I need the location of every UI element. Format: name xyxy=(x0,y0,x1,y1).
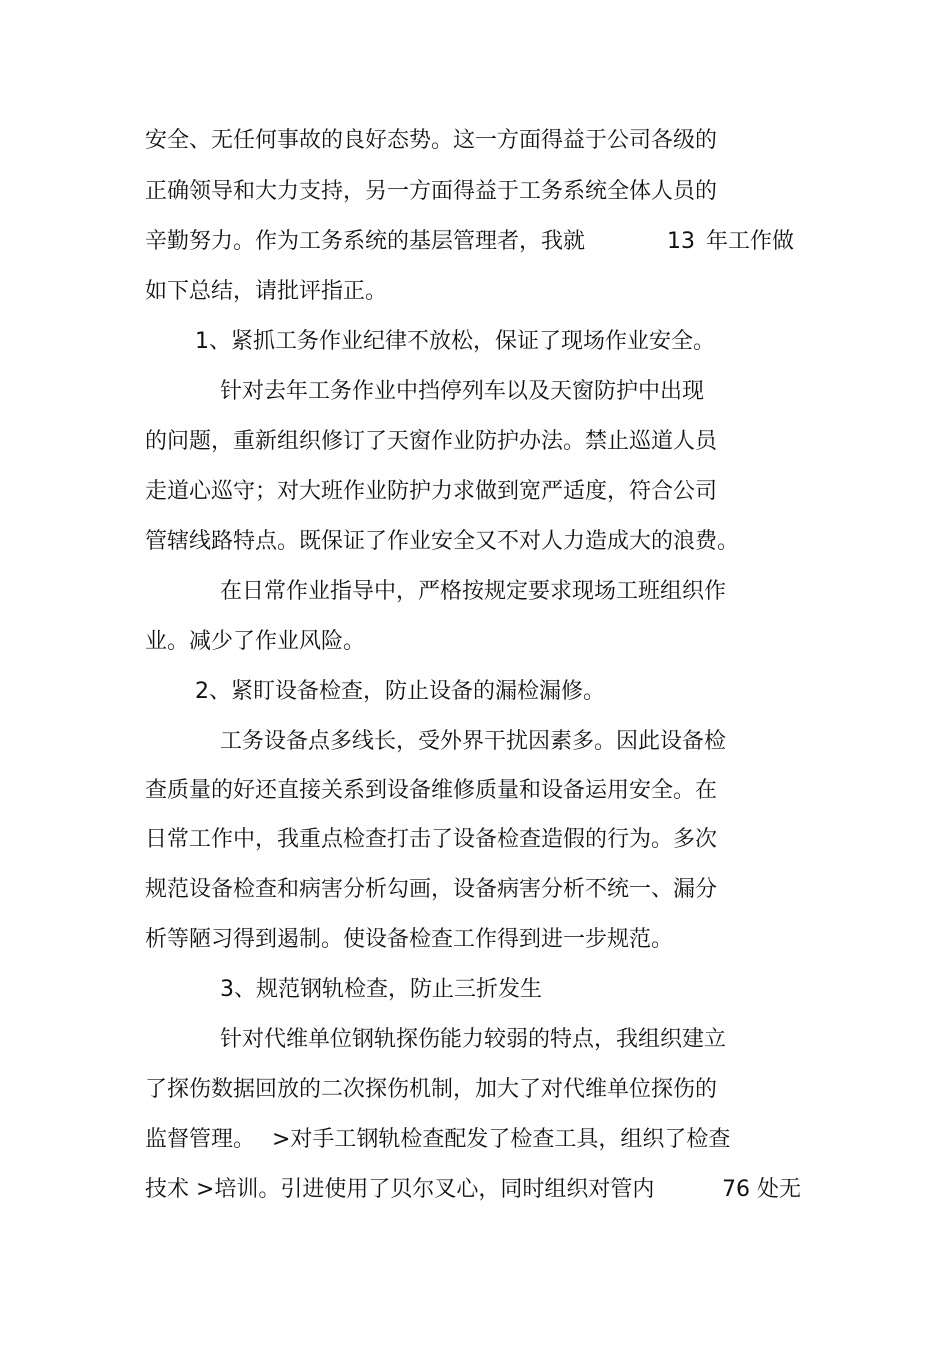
line-text: 如下总结，请批评指正。 xyxy=(145,279,388,304)
line-text: 辛勤努力。作为工务系统的基层管理者，我就 xyxy=(145,229,586,254)
text-line-17 xyxy=(0,920,950,960)
line-text: 在日常作业指导中，严格按规定要求现场工班组织作 xyxy=(220,579,727,604)
line-text: 年工作做 xyxy=(706,229,795,254)
line-text: 析等陋习得到遏制。使设备检查工作得到进一步规范。 xyxy=(145,927,674,952)
text-line-22 xyxy=(0,1170,950,1210)
line-text: 规范设备检查和病害分析勾画，设备病害分析不统一、漏分 xyxy=(145,877,718,902)
line-text: 业。减少了作业风险。 xyxy=(145,629,366,654)
heading-text: 2、紧盯设备检查，防止设备的漏检漏修。 xyxy=(195,679,605,704)
text-line-19 xyxy=(0,1020,950,1060)
heading-text: 1、紧抓工务作业纪律不放松，保证了现场作业安全。 xyxy=(195,329,715,354)
line-text: 管辖线路特点。既保证了作业安全又不对人力造成大的浪费。 xyxy=(145,529,740,554)
line-text: 监督管理。 xyxy=(145,1127,256,1152)
text-line-4 xyxy=(0,272,950,312)
section-heading-1 xyxy=(0,322,950,362)
line-text: 工务设备点多线长，受外界干扰因素多。因此设备检 xyxy=(220,729,727,754)
section-heading-2 xyxy=(0,672,950,712)
line-text: 了探伤数据回放的二次探伤机制，加大了对代维单位探伤的 xyxy=(145,1077,718,1102)
heading-text: 3、规范钢轨检查，防止三折发生 xyxy=(220,977,542,1002)
line-text: 安全、无任何事故的良好态势。这一方面得益于公司各级的 xyxy=(145,128,718,153)
line-text: 查质量的好还直接关系到设备维修质量和设备运用安全。在 xyxy=(145,778,718,803)
text-line-6 xyxy=(0,372,950,412)
text-line-21 xyxy=(0,1120,950,1160)
text-line-14 xyxy=(0,771,950,811)
section-heading-3 xyxy=(0,970,950,1010)
text-line-10 xyxy=(0,572,950,612)
text-line-8 xyxy=(0,472,950,512)
line-text: 正确领导和大力支持，另一方面得益于工务系统全体人员的 xyxy=(145,179,718,204)
count-number: 76 处无 xyxy=(722,1177,801,1202)
text-line-2 xyxy=(0,172,950,212)
line-text: 日常工作中，我重点检查打击了设备检查造假的行为。多次 xyxy=(145,827,718,852)
text-line-7 xyxy=(0,422,950,462)
year-number: 13 xyxy=(667,229,695,254)
text-line-13 xyxy=(0,722,950,762)
text-line-11 xyxy=(0,622,950,662)
line-text: 的问题，重新组织修订了天窗作业防护办法。禁止巡道人员 xyxy=(145,429,718,454)
text-line-1 xyxy=(0,121,950,161)
line-text: >对手工钢轨检查配发了检查工具，组织了检查 xyxy=(272,1127,731,1152)
line-text: 走道心巡守；对大班作业防护力求做到宽严适度，符合公司 xyxy=(145,479,718,504)
line-text: 针对去年工务作业中挡停列车以及天窗防护中出现 xyxy=(220,379,705,404)
text-line-3 xyxy=(0,222,950,262)
text-line-9 xyxy=(0,522,950,562)
text-line-20 xyxy=(0,1070,950,1110)
text-line-15 xyxy=(0,820,950,860)
text-line-16 xyxy=(0,870,950,910)
line-text: 针对代维单位钢轨探伤能力较弱的特点，我组织建立 xyxy=(220,1027,727,1052)
line-text: 技术 >培训。引进使用了贝尔叉心，同时组织对管内 xyxy=(145,1177,655,1202)
